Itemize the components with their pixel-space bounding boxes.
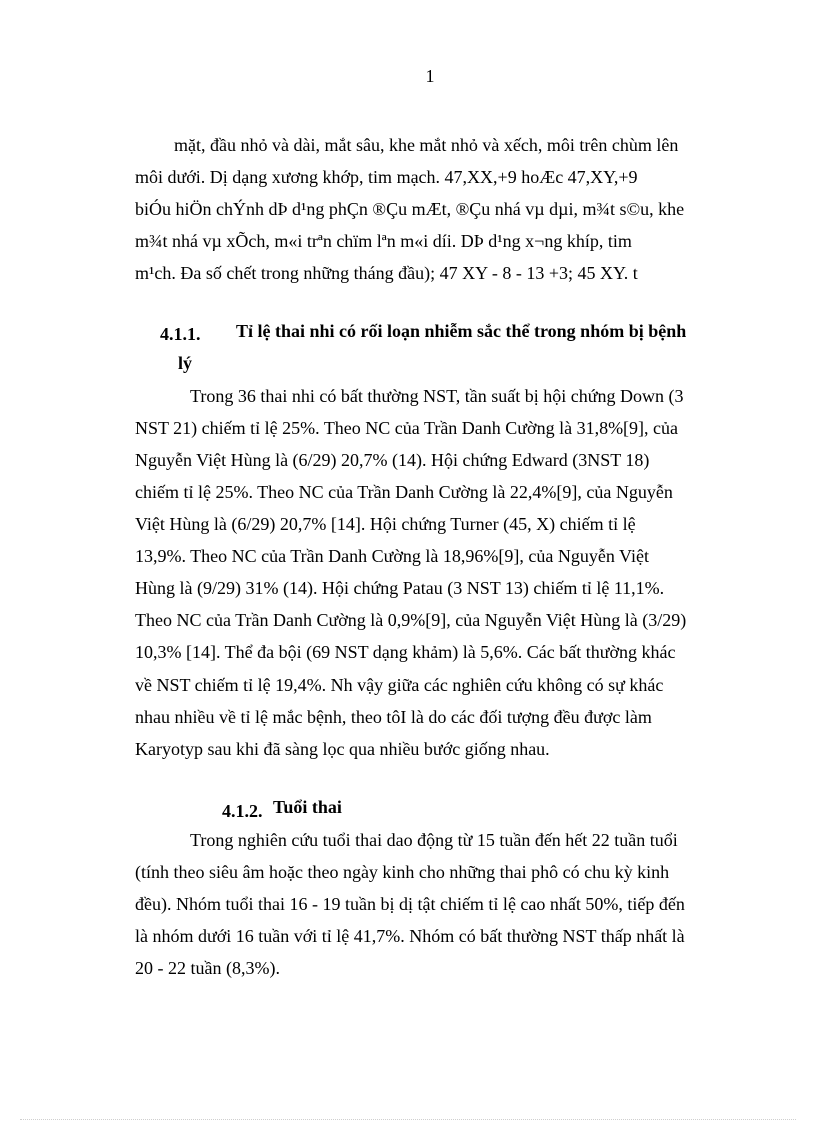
paragraph-line: Trong 36 thai nhi có bất thường NST, tần suất bị hội chứng Down (3 <box>190 386 684 406</box>
paragraph-line: Trong nghiên cứu tuổi thai dao động từ 15 tuần đến hết 22 tuần tuổi <box>190 830 678 850</box>
paragraph-line: chiếm tỉ lệ 25%. Theo NC của Trần Danh Cường là 22,4%[9], của Nguyễn <box>135 482 673 502</box>
paragraph-line: đều). Nhóm tuổi thai 16 - 19 tuần bị dị tật chiếm tỉ lệ cao nhất 50%, tiếp đến <box>135 894 685 914</box>
paragraph-line: nhau nhiều về tỉ lệ mắc bệnh, theo tôI là do các đối tượng đều được làm <box>135 707 652 727</box>
section-number: 4.1.1. <box>160 324 201 344</box>
paragraph-line: m¹ch. Đa số chết trong những tháng đầu); 47 XY - 8 - 13 +3; 45 XY. t <box>135 263 638 283</box>
paragraph-line: 13,9%. Theo NC của Trần Danh Cường là 18,96%[9], của Nguyễn Việt <box>135 546 649 566</box>
page-number: 1 <box>425 66 435 86</box>
paragraph-line: (tính theo siêu âm hoặc theo ngày kinh cho những thai phô có chu kỳ kinh <box>135 862 670 882</box>
section-title: lý <box>178 353 193 373</box>
paragraph-line: là nhóm dưới 16 tuần với tỉ lệ 41,7%. Nhóm có bất thường NST thấp nhất là <box>135 926 685 946</box>
section-title: Tuổi thai <box>273 797 342 817</box>
paragraph-line: mặt, đầu nhỏ và dài, mắt sâu, khe mắt nhỏ và xếch, môi trên chùm lên <box>174 135 679 155</box>
paragraph-line: Việt Hùng là (6/29) 20,7% [14]. Hội chứng Turner (45, X) chiếm tỉ lệ <box>135 514 636 534</box>
section-number: 4.1.2. <box>222 801 263 821</box>
paragraph-line: m¾t nhá vµ xÕch, m«i trªn chïm lªn m«i díi. DÞ d¹ng x¬ng khíp, tim <box>135 231 632 251</box>
page-bottom-border <box>20 1119 796 1120</box>
paragraph-line: môi dưới. Dị dạng xương khớp, tim mạch. 47,XX,+9 hoÆc 47,XY,+9 <box>135 167 638 187</box>
section-title: Tỉ lệ thai nhi có rối loạn nhiễm sắc thể trong nhóm bị bệnh <box>236 321 687 341</box>
paragraph-line: 20 - 22 tuần (8,3%). <box>135 958 280 978</box>
paragraph-line: biÓu hiÖn chÝnh dÞ d¹ng phÇn ®Çu mÆt, ®Çu nhá vµ dµi, m¾t s©u, khe <box>135 199 685 219</box>
paragraph-line: NST 21) chiếm tỉ lệ 25%. Theo NC của Trần Danh Cường là 31,8%[9], của <box>135 418 679 438</box>
paragraph-line: 10,3% [14]. Thể đa bội (69 NST dạng khảm) là 5,6%. Các bất thường khác <box>135 642 676 662</box>
paragraph-line: Karyotyp sau khi đã sàng lọc qua nhiều bước giống nhau. <box>135 739 550 759</box>
paragraph-line: Theo NC của Trần Danh Cường là 0,9%[9], của Nguyễn Việt Hùng là (3/29) <box>135 610 687 630</box>
paragraph-line: Nguyễn Việt Hùng là (6/29) 20,7% (14). Hội chứng Edward (3NST 18) <box>135 450 650 470</box>
paragraph-line: về NST chiếm tỉ lệ 19,4%. Nh vậy giữa các nghiên cứu không có sự khác <box>135 675 664 695</box>
paragraph-line: Hùng là (9/29) 31% (14). Hội chứng Patau (3 NST 13) chiếm tỉ lệ 11,1%. <box>135 578 665 598</box>
